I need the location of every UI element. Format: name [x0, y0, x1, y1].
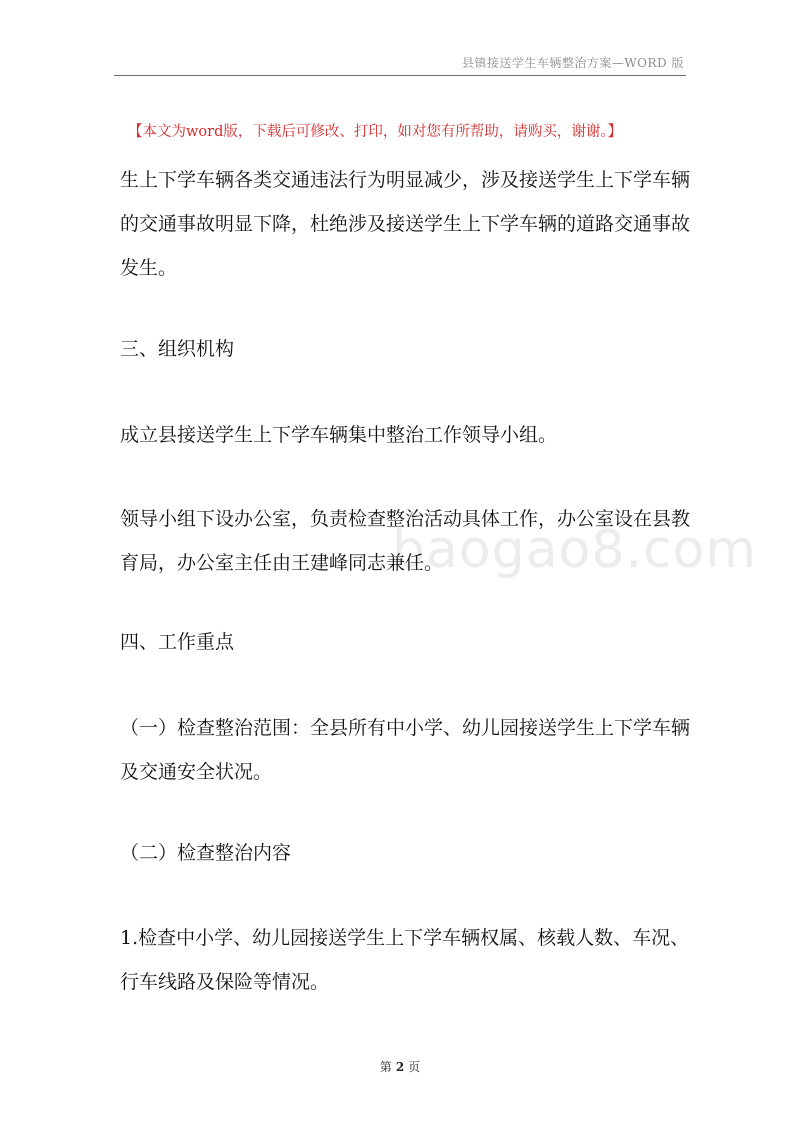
heading-inspection-content: （二）检查整治内容	[120, 842, 292, 864]
footer-prefix: 第	[379, 1060, 392, 1074]
page-footer	[0, 1058, 800, 1075]
page-number: 2	[395, 1060, 405, 1074]
paragraph-item-1: 1.检查中小学、幼儿园接送学生上下学车辆权属、核载人数、车况、 行车线路及保险等情况。	[120, 927, 690, 993]
heading-organization: 三、组织机构	[120, 338, 235, 360]
paragraph-goal-continuation: 生上下学车辆各类交通违法行为明显减少，涉及接送学生上下学车辆 的交通事故明显下降，杜绝涉及接送学生上下学车辆的道路交通事故 发生。	[120, 169, 691, 279]
paragraph-leadership-group: 成立县接送学生上下学车辆集中整治工作领导小组。	[120, 424, 558, 446]
watermark: baogao8.com	[392, 520, 758, 580]
heading-work-focus: 四、工作重点	[120, 631, 235, 653]
header-title: 县镇接送学生车辆整治方案—WORD 版	[461, 56, 684, 70]
footer-suffix: 页	[408, 1060, 421, 1074]
paragraph-office: 领导小组下设办公室，负责检查整治活动具体工作，办公室设在县教 育局，办公室主任由王建峰同志兼任。	[120, 508, 691, 574]
download-notice: 【本文为word版，下载后可修改、打印，如对您有所帮助，请购买，谢谢。】	[128, 124, 623, 140]
header-divider	[114, 75, 686, 76]
paragraph-inspection-scope: （一）检查整治范围：全县所有中小学、幼儿园接送学生上下学车辆 及交通安全状况。	[120, 717, 691, 783]
